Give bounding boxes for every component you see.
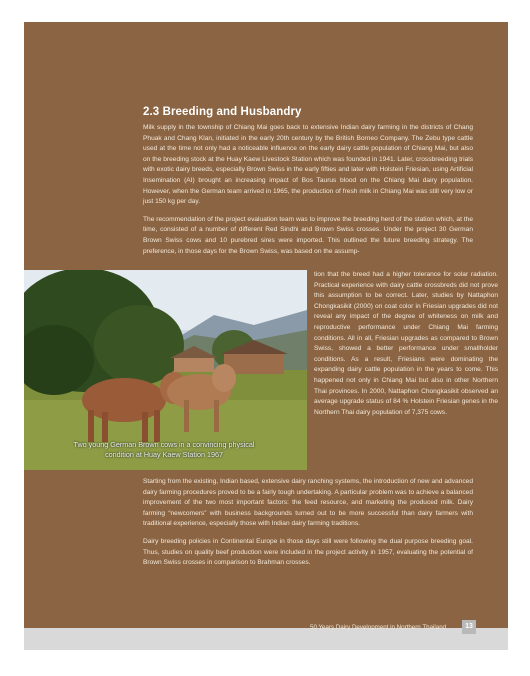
paragraph-3: Starting from the existing, Indian based, extensive dairy ranching systems, the introduction of new and advanced dairy farming procedures proved to be a fairly tough undertaking. A particular problem was to achieve a balanced improvement of the two most important factors: the feed resource, and marketing the produced milk. Dairy farming “newcomers” with business backgrounds turned out to be more successful than dairy farmers with traditional experience, especially those with Indian dairy farming traditions.: [143, 478, 473, 528]
photo-block: [24, 270, 498, 470]
page-number: 13: [462, 620, 476, 634]
footer-strip: [24, 628, 508, 650]
paragraph-1: Milk supply in the township of Chiang Mai goes back to extensive Indian dairy farming in the districts of Chang Phuak and Chang Klan, initiated in the early 20th century by the British Borneo Company. The Zebu type cattle used at the time not only had a noticeable influence on the early dairy cattle population of Chiang Mai, but also on the breeding stock at the Huay Kaew Livestock Station which was founded in 1941. Later, crossbreeding trials with exotic dairy breeds, especially Brown Swiss in the early fifties and later with Holstein Friesian, using Artificial Insemination (AI) brought an increasing impact of Bos Taurus blood on the Chiang Mai dairy population. However, when the German team arrived in 1965, the production of fresh milk in Chiang Mai was still very low or just 150 kg per day.: [143, 124, 473, 206]
paragraph-4: Dairy breeding policies in Continental Europe in those days still were following the dual purpose breeding goal. Thus, studies on quality beef production were included in the project activity in 1957, evaluating the potential of Brown Swiss crosses in comparison to Brahman crosses.: [143, 537, 473, 567]
paragraph-2: The recommendation of the project evaluation team was to improve the breeding herd of the station which, at the time, consisted of a number of different Red Sindhi and Brown Swiss crosses. Under the project 30 German Brown Swiss cows and 10 purebred sires were imported. This outlined the future breeding strategy. The preference, in those days for the Brown Swiss, was based on the assump-: [143, 215, 473, 255]
article-bottom: [143, 477, 473, 576]
paragraph-2-continued: tion that the breed had a higher tolerance for solar radiation. Practical experience with dairy cattle crossbreds did not prove this assumption to be correct. Later, studies by Nattaphon Chongkasikit (2000) on coat color in Friesian upgrades did not reveal any impact of the degree of whiteness on milk and reproductive performance under Chiang Mai farming conditions. All in all, Friesian upgrades as compared to Brown Swiss, showed a better performance under smallholder conditions. As a result, Friesians were dominating the expanding dairy cattle population in the years to come. This happened not only in Chiang Mai but also in other Northern Thai provinces. In 2000, Nattaphon Chongkasikit observed an average upgrade status of 84 % Holstein Friesian genes in the Northern Thai dairy population of 7,375 cows.: [314, 271, 498, 416]
article-top: [143, 106, 473, 257]
footer-title: 50 Years Dairy Development in Northern Thailand: [310, 624, 447, 631]
photo-caption: Two young German Brown cows in a convincing physical condition at Huay Kaew Station 1967: [73, 440, 255, 459]
section-title: 2.3 Breeding and Husbandry: [143, 106, 302, 118]
